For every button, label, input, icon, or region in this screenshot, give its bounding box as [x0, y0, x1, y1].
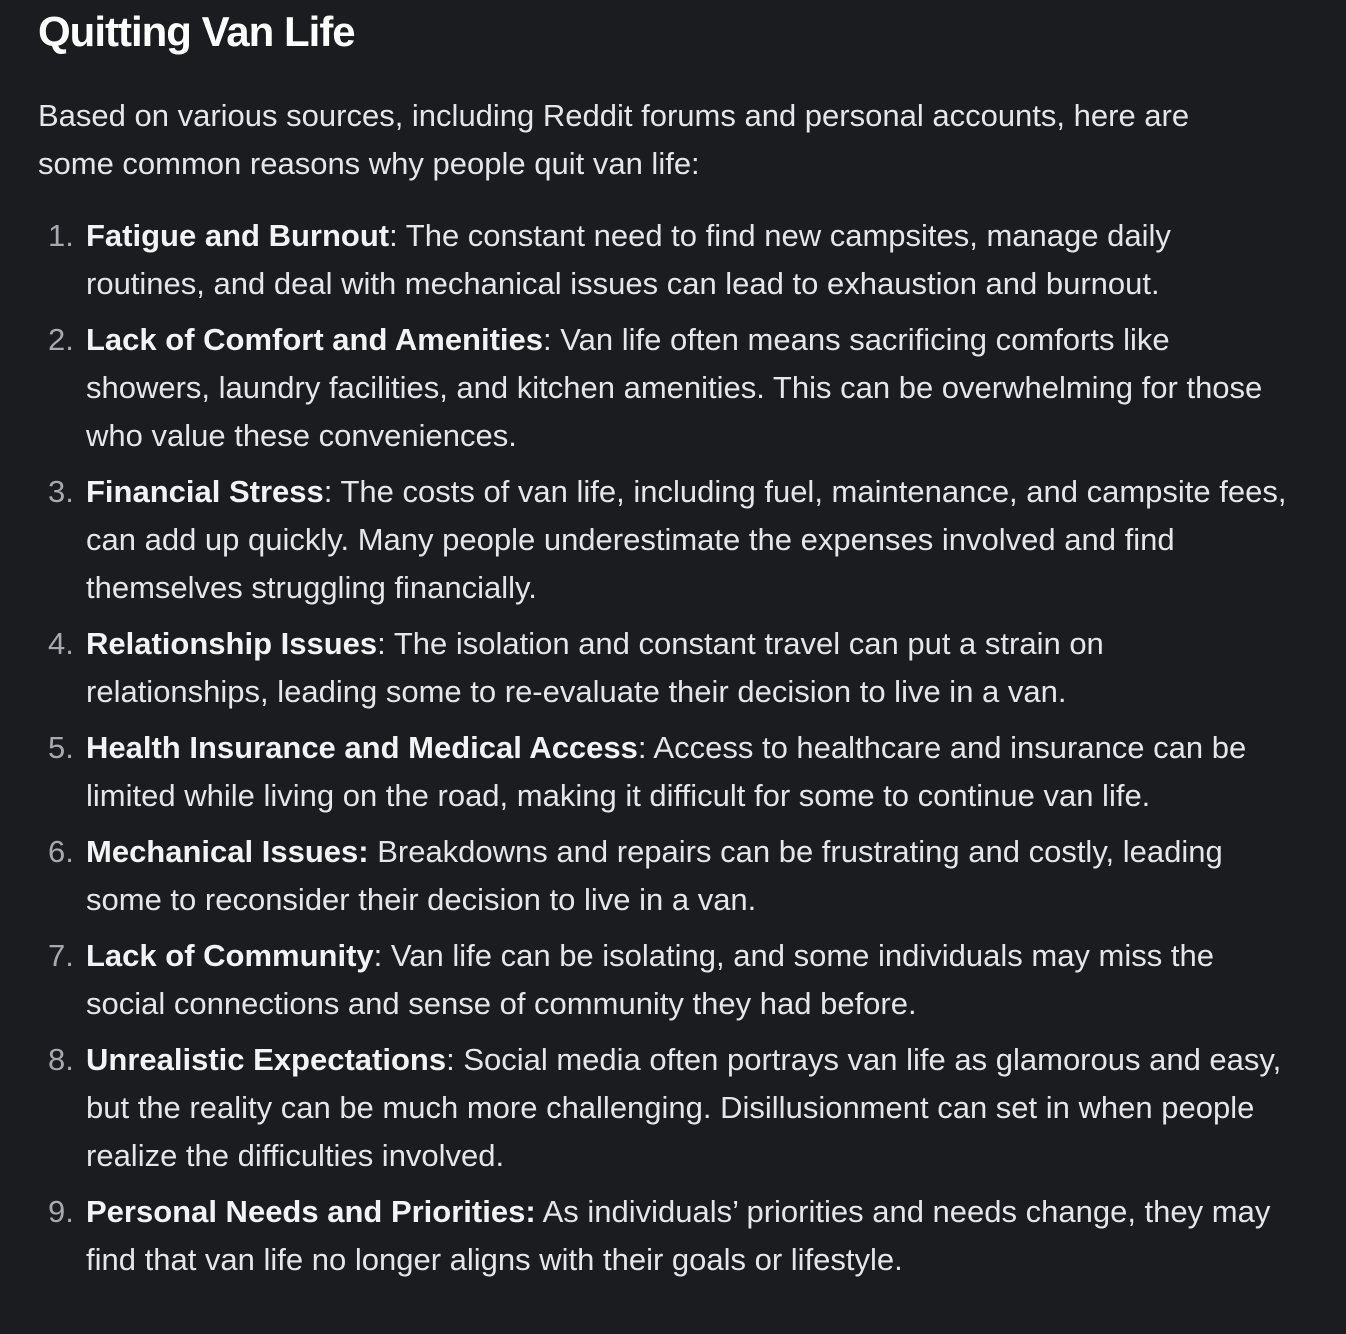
list-item-term: Lack of Community — [86, 938, 374, 973]
list-item-term: Financial Stress — [86, 474, 324, 509]
intro-paragraph: Based on various sources, including Reddit forums and personal accounts, here are some common reasons why people quit van life: — [38, 98, 1190, 181]
list-item-term: Relationship Issues — [86, 626, 378, 661]
list-item-text: As individuals’ priorities and needs change, they may find that van life no longer aligns with their goals or lifestyle. — [86, 1194, 1271, 1277]
list-number: 9. — [48, 1194, 74, 1229]
list-item — [38, 1036, 1288, 1180]
list-item-term: Unrealistic Expectations — [86, 1042, 447, 1077]
list-item-separator: : — [637, 730, 654, 765]
list-item-separator: : — [377, 626, 394, 661]
list-item-text: The costs of van life, including fuel, maintenance, and campsite fees, can add up quickly. Many people underestimate the expenses involved and find themselves struggling financially. — [86, 474, 1287, 605]
list-item-text: The constant need to find new campsites, manage daily routines, and deal with mechanical issues can lead to exhaustion and burnout. — [86, 218, 1171, 301]
page-title: Quitting Van Life — [38, 8, 355, 55]
list-item-separator — [536, 1194, 543, 1229]
list-item — [38, 932, 1288, 1028]
list-number: 2. — [48, 322, 74, 357]
list-item-text: Social media often portrays van life as glamorous and easy, but the reality can be much more challenging. Disillusionment can set in when people realize the difficulties involved. — [86, 1042, 1282, 1173]
list-number: 4. — [48, 626, 74, 661]
list-item-text: The isolation and constant travel can put a strain on relationships, leading some to re-evaluate their decision to live in a van. — [86, 626, 1104, 709]
list-item-term: Lack of Comfort and Amenities — [86, 322, 544, 357]
list-item-separator: : — [446, 1042, 464, 1077]
list-number: 5. — [48, 730, 74, 765]
list-item — [38, 724, 1288, 820]
list-item-term: Personal Needs and Priorities: — [86, 1194, 536, 1229]
list-item-term: Fatigue and Burnout — [86, 218, 390, 253]
list-item-text: Access to healthcare and insurance can be limited while living on the road, making it difficult for some to continue van life. — [86, 730, 1247, 813]
list-item — [38, 212, 1288, 308]
list-item — [38, 620, 1288, 716]
list-item — [38, 828, 1288, 924]
list-number: 3. — [48, 474, 74, 509]
list-item — [38, 1188, 1288, 1284]
list-number: 7. — [48, 938, 74, 973]
list-number: 8. — [48, 1042, 74, 1077]
list-item-term: Mechanical Issues: — [86, 834, 369, 869]
reasons-list — [38, 212, 1288, 1292]
list-item-text: Van life often means sacrificing comforts like showers, laundry facilities, and kitchen amenities. This can be overwhelming for those who value these conveniences. — [86, 322, 1263, 453]
list-item-term: Health Insurance and Medical Access — [86, 730, 638, 765]
list-item-separator: : — [389, 218, 406, 253]
list-item-separator: : — [373, 938, 391, 973]
list-item — [38, 468, 1288, 612]
list-item-text: Van life can be isolating, and some individuals may miss the social connections and sense of community they had before. — [86, 938, 1214, 1021]
list-number: 6. — [48, 834, 74, 869]
list-item-text: Breakdowns and repairs can be frustrating and costly, leading some to reconsider their decision to live in a van. — [86, 834, 1223, 917]
list-number: 1. — [48, 218, 74, 253]
list-item-separator — [369, 834, 378, 869]
list-item — [38, 316, 1288, 460]
list-item-separator: : — [543, 322, 561, 357]
list-item-separator: : — [323, 474, 341, 509]
